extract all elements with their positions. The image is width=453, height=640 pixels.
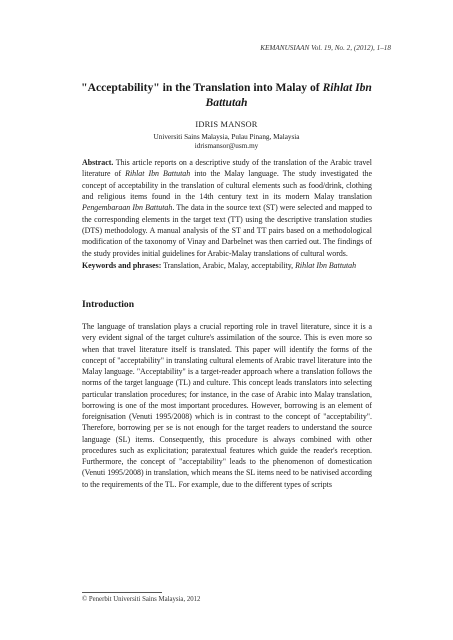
keywords-text: Translation, Arabic, Malay, acceptability, xyxy=(161,261,296,270)
keywords-italic: Rihlat Ibn Battutah xyxy=(295,261,357,270)
abstract-label: Abstract. xyxy=(82,158,114,167)
footer-divider xyxy=(82,592,162,593)
copyright-footer: © Penerbit Universiti Sains Malaysia, 2012 xyxy=(82,596,201,603)
article-title xyxy=(80,80,373,110)
abstract-text-3: . The data in the source text (ST) were selected and mapped to the corresponding elements in the target text (TT) using the descriptive translation studies (DTS) methodology. A manual analysis of the ST and TT pairs based on a methodological modification of the taxonomy of Vinay and Darbelnet was then carried out. The findings of the study provides initial guidelines for Arabic-Malay translations of cultural words. xyxy=(82,203,372,258)
keywords-label: Keywords and phrases: xyxy=(82,261,162,270)
author-email: idrismansor@usm.my xyxy=(194,142,259,150)
running-header: KEMANUSIAAN Vol. 19, No. 2, (2012), 1–18 xyxy=(260,44,391,52)
author-name: IDRIS MANSOR xyxy=(195,120,258,129)
abstract xyxy=(82,157,372,259)
abstract-text-1: This article reports on a descriptive study of the translation of the Arabic travel literature of xyxy=(82,158,372,179)
title-text: "Acceptability" in the Translation into Malay of xyxy=(81,81,323,94)
keywords xyxy=(82,260,372,271)
abstract-italic-1: Rihlat Ibn Battutah xyxy=(125,169,191,179)
title-italic-text: Rihlat Ibn Battutah xyxy=(205,81,372,109)
section-heading-introduction: Introduction xyxy=(82,299,135,310)
abstract-italic-2: Pengembaraan Ibn Battutah xyxy=(82,203,173,213)
introduction-body: The language of translation plays a crucial reporting role in travel literature, since it is a very evident signal of the target culture's assimilation of the source. This is even more so when that travel literature itself is translated. This paper will identify the forms of the concept of "acceptability" in translating cultural elements of Arabic travel literature into the Malay language. "Acceptability" is a target-reader approach where a translation follows the norms of the target language (TL) and culture. This concept leads translators into selecting particular translation procedures; for instance, in the case of Arabic into Malay translation, borrowing is one of the most important procedures. However, borrowing is an element of foreignisation (Venuti 1995/2008) which is in contrast to the concept of "acceptability". Therefore, borrowing per se is not enough for the target readers to understand the source language (SL) items. Consequently, this procedure is always combined with other procedures such as explicitation; paratextual features which guide the reader's reception. Furthermore, the concept of "acceptability" leads to the phenomenon of domestication (Venuti 1995/2008) in translation, which means the SL items need to be nativised according to the requirements of the TL. For example, due to the different types of scripts xyxy=(82,322,372,489)
abstract-text-2: into the Malay language. The study investigated the concept of acceptability in the translation of cultural elements such as food/drink, clothing and religious items found in the 14th century text in its modern Malay translation xyxy=(82,169,372,202)
author-affiliation: Universiti Sains Malaysia, Pulau Pinang, Malaysia xyxy=(153,133,300,141)
